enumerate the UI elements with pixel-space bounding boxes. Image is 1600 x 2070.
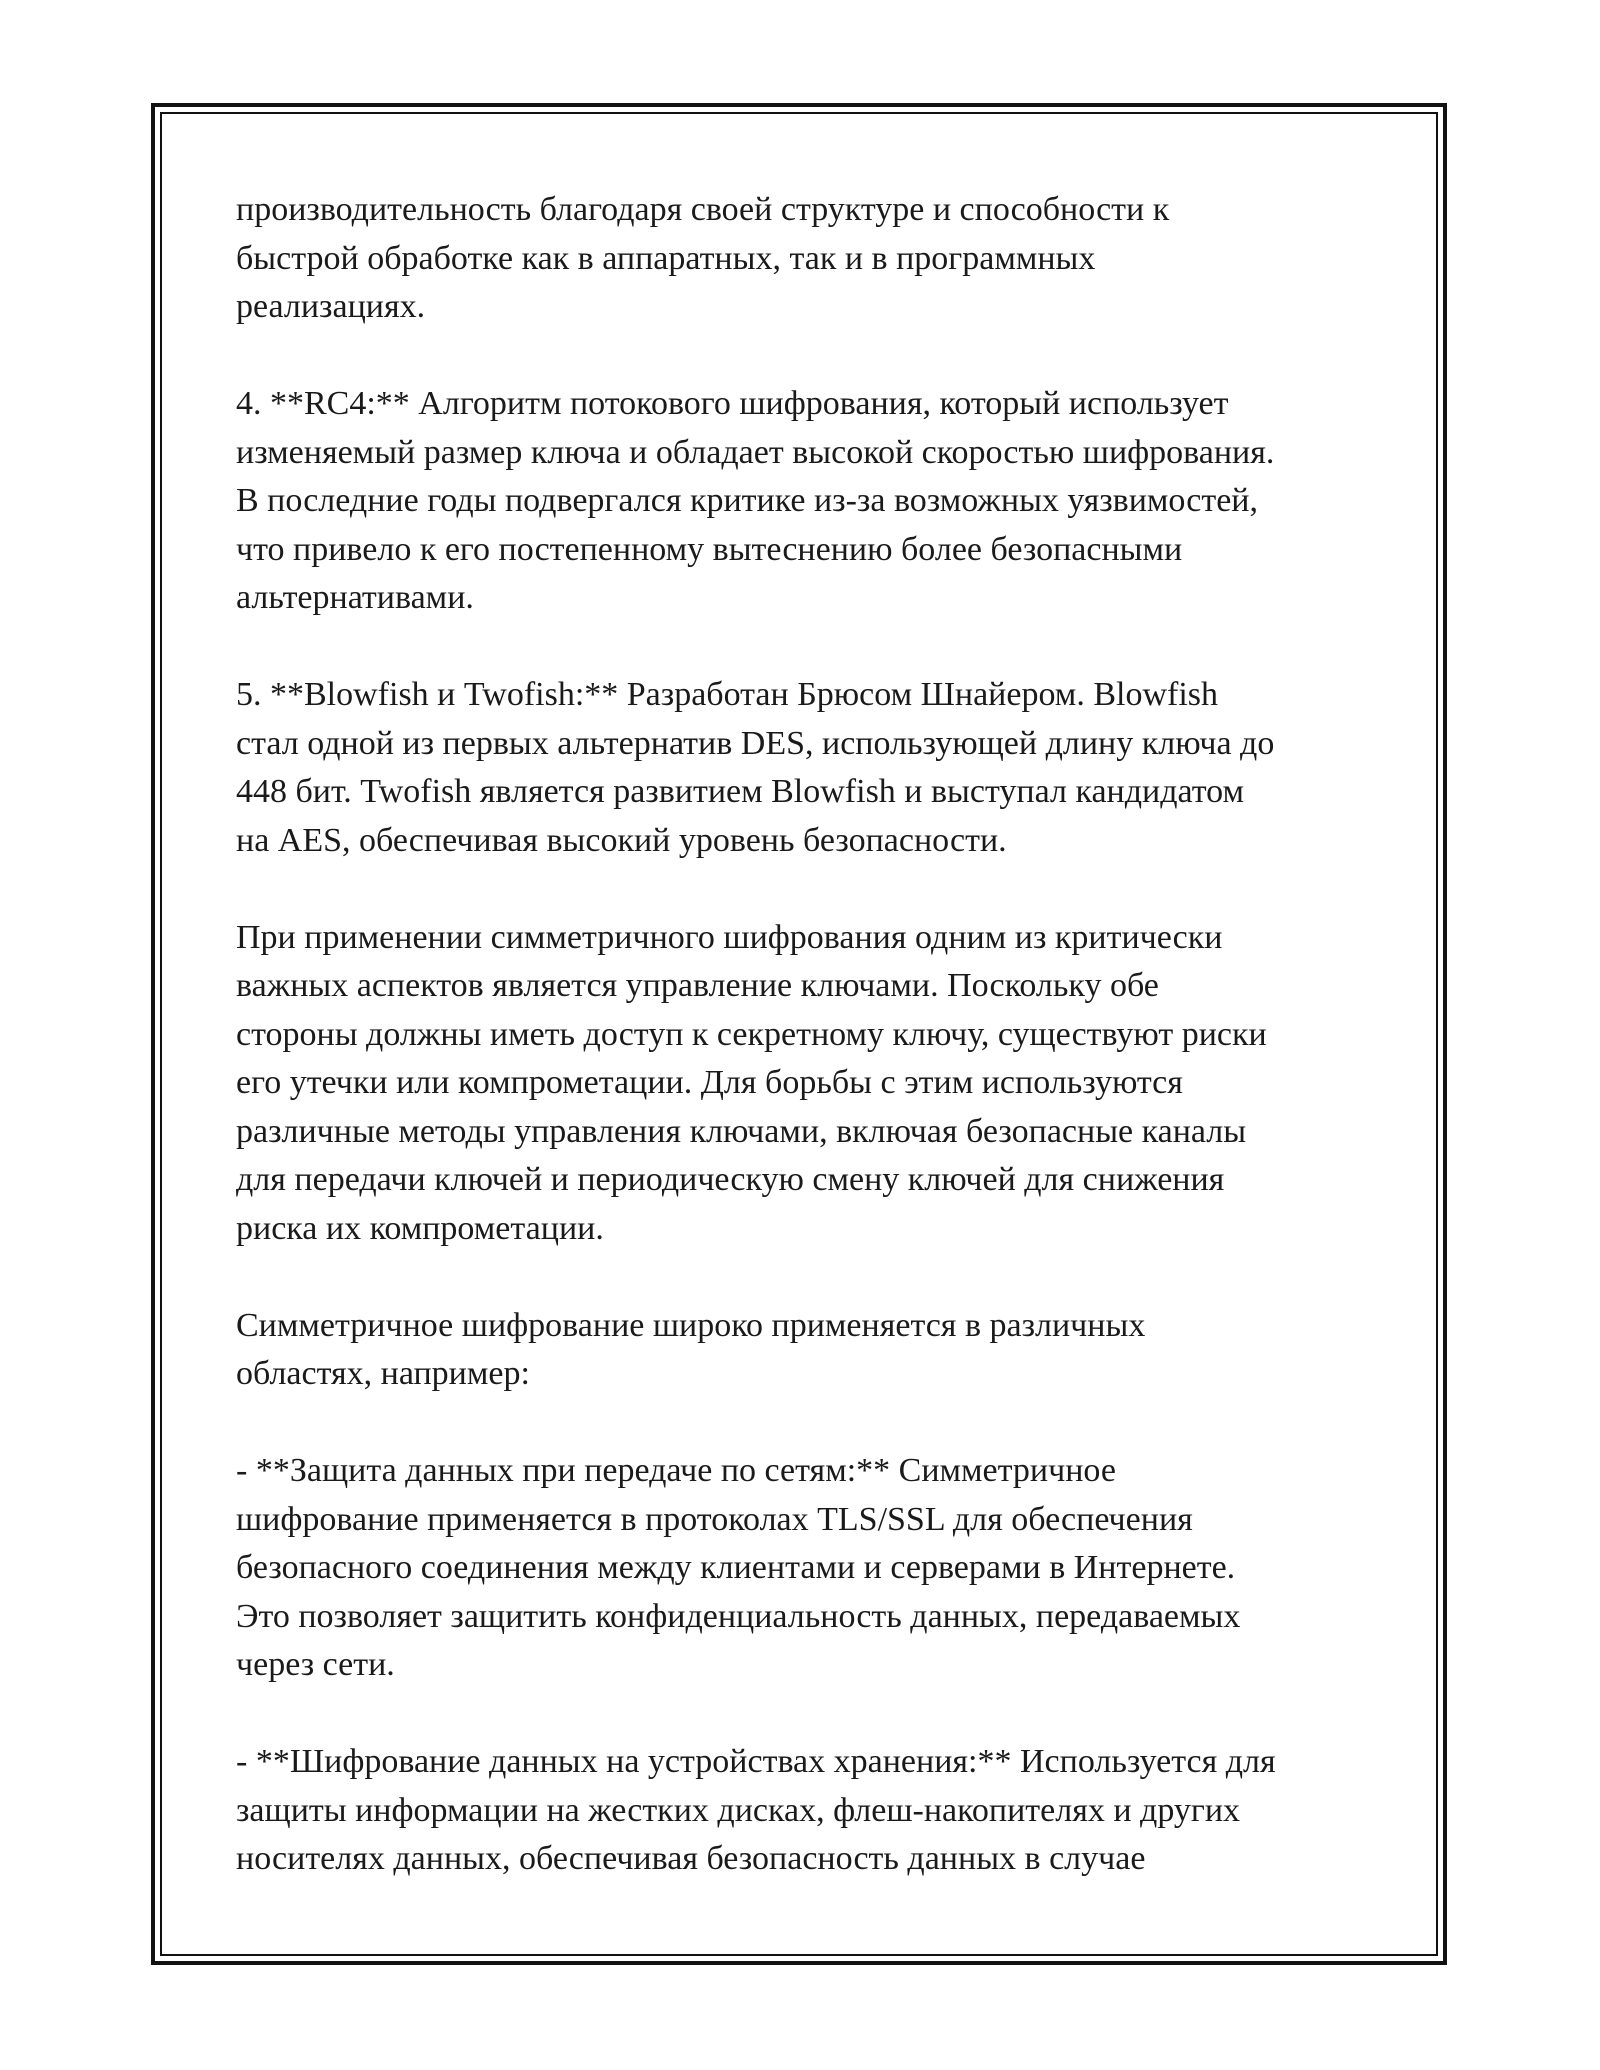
text-line: защиты информации на жестких дисках, флеш-накопителях и других — [236, 1791, 1241, 1829]
text-line: быстрой обработке как в аппаратных, так и в программных — [236, 239, 1096, 277]
paragraph-key-management — [236, 914, 1376, 1254]
text-line: При применении симметричного шифрования одним из критически — [236, 918, 1223, 956]
text-line: различные методы управления ключами, включая безопасные каналы — [236, 1112, 1247, 1150]
document-body — [236, 186, 1376, 1884]
text-line: через сети. — [236, 1646, 395, 1683]
text-line: изменяемый размер ключа и обладает высокой скоростью шифрования. — [236, 433, 1275, 471]
text-line: на AES, обеспечивая высокий уровень безопасности. — [236, 821, 1007, 859]
paragraph-intro-continuation — [236, 186, 1376, 332]
text-line: стороны должны иметь доступ к секретному ключу, существуют риски — [236, 1015, 1267, 1053]
text-line: 448 бит. Twofish является развитием Blowfish и выступал кандидатом — [236, 773, 1245, 810]
text-line: что привело к его постепенному вытеснению более безопасными — [236, 530, 1183, 568]
text-line: шифрование применяется в протоколах TLS/SSL для обеспечения — [236, 1500, 1193, 1538]
text-line: В последние годы подвергался критике из-за возможных уязвимостей, — [236, 482, 1258, 519]
text-line: его утечки или компрометации. Для борьбы с этим используются — [236, 1064, 1183, 1101]
text-line: важных аспектов является управление ключами. Поскольку обе — [236, 967, 1159, 1004]
text-line: стал одной из первых альтернатив DES, использующей длину ключа до — [236, 724, 1275, 762]
text-line: производительность благодаря своей структуре и способности к — [236, 191, 1170, 228]
text-line: реализациях. — [236, 288, 426, 325]
text-line: носителях данных, обеспечивая безопасность данных в случае — [236, 1840, 1146, 1877]
text-line: для передачи ключей и периодическую смену ключей для снижения — [236, 1161, 1225, 1198]
paragraph-storage-encryption — [236, 1738, 1376, 1884]
text-line: областях, например: — [236, 1355, 530, 1392]
text-line: Это позволяет защитить конфиденциальность данных, передаваемых — [236, 1597, 1241, 1635]
text-line: 5. **Blowfish и Twofish:** Разработан Брюсом Шнайером. Blowfish — [236, 676, 1218, 713]
text-line: риска их компрометации. — [236, 1209, 604, 1247]
text-line: альтернативами. — [236, 579, 474, 616]
text-line: - **Шифрование данных на устройствах хранения:** Используется для — [236, 1743, 1276, 1780]
text-line: безопасного соединения между клиентами и серверами в Интернете. — [236, 1549, 1236, 1586]
paragraph-applications-intro — [236, 1302, 1376, 1399]
paragraph-blowfish-twofish — [236, 671, 1376, 865]
text-line: Симметричное шифрование широко применяется в различных — [236, 1306, 1146, 1344]
text-line: 4. **RC4:** Алгоритм потокового шифрования, который использует — [236, 385, 1229, 422]
text-line: - **Защита данных при передаче по сетям:** Симметричное — [236, 1452, 1116, 1489]
paragraph-rc4 — [236, 380, 1376, 623]
paragraph-network-protection — [236, 1447, 1376, 1690]
